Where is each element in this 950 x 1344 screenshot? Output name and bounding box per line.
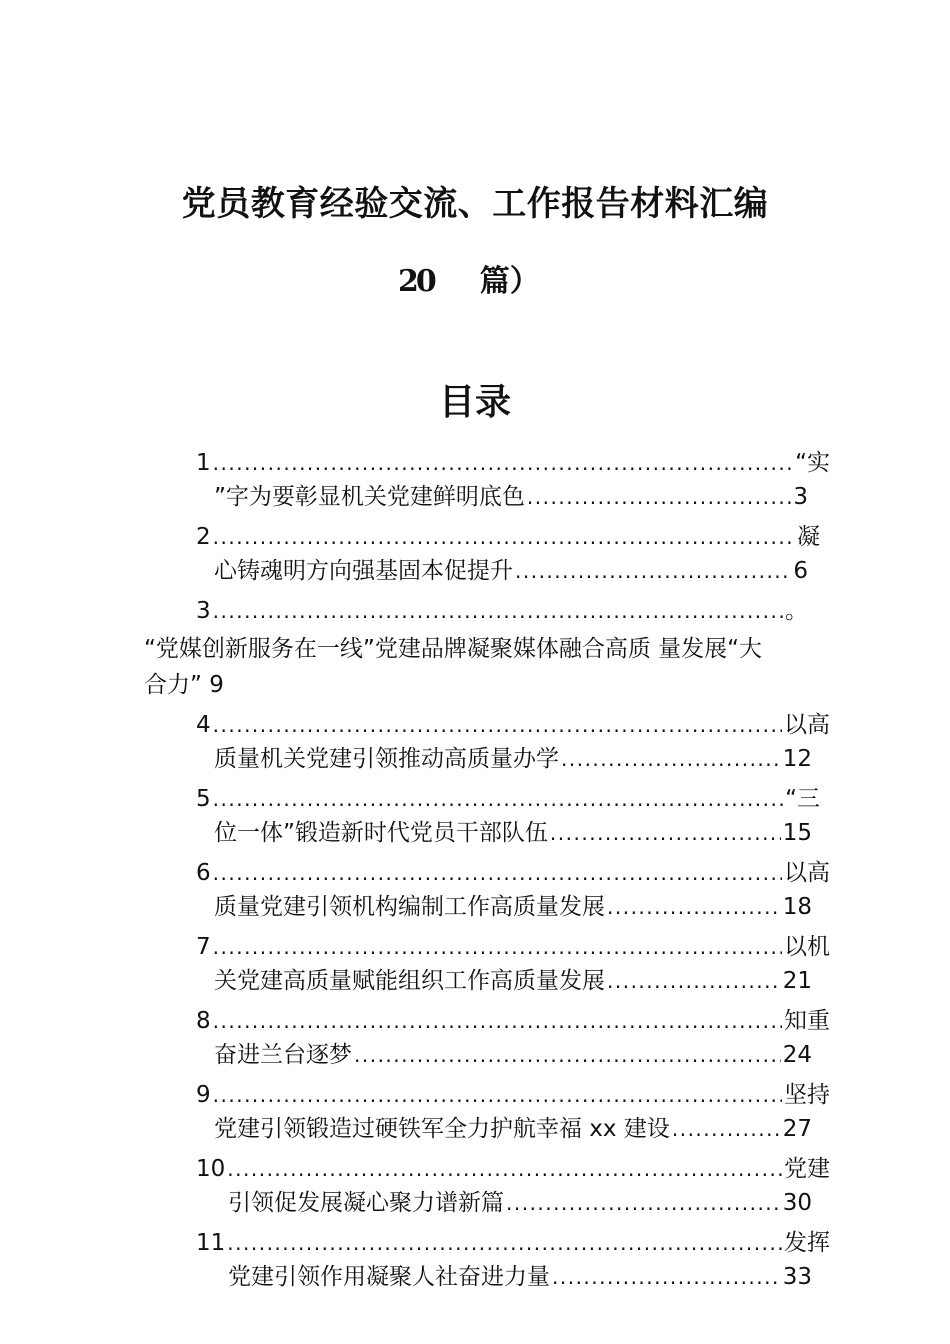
dot-leader	[527, 480, 791, 514]
dot-leader	[227, 1226, 782, 1260]
toc-entry-1-line2[interactable]	[214, 480, 808, 514]
toc-entry-text: 党建引领作用凝聚人社奋进力量	[228, 1264, 550, 1290]
toc-entry-page: 18	[782, 894, 812, 920]
toc-entry-4-line1[interactable]	[196, 708, 830, 742]
toc-entry-text: 奋进兰台逐梦	[214, 1042, 352, 1068]
toc-entry-7-line1[interactable]	[196, 930, 830, 964]
toc-entry-lead: 党建	[784, 1156, 830, 1182]
toc-entry-9-line2[interactable]	[214, 1112, 812, 1146]
dot-leader	[213, 930, 782, 964]
toc-entry-5-line2[interactable]	[214, 816, 812, 850]
dot-leader	[672, 1112, 781, 1146]
toc-entry-3-line3[interactable]: 合力” 9	[144, 672, 224, 698]
toc-entry-lead: “三	[785, 786, 820, 812]
dot-leader	[213, 594, 783, 628]
toc-entry-10-line1[interactable]	[196, 1152, 830, 1186]
dot-leader	[607, 890, 781, 924]
toc-entry-4-line2[interactable]	[214, 742, 812, 776]
toc-entry-11-line1[interactable]	[196, 1226, 830, 1260]
toc-entry-8-line1[interactable]	[196, 1004, 830, 1038]
toc-entry-lead: 以高	[784, 860, 830, 886]
toc-entry-lead: 发挥	[784, 1230, 830, 1256]
toc-entry-text: ”字为要彰显机关党建鲜明底色	[214, 484, 525, 510]
toc-entry-page: 6	[793, 558, 808, 584]
dot-leader	[506, 1186, 781, 1220]
toc-entry-2-line1[interactable]	[196, 520, 820, 554]
toc-entry-lead: “实	[795, 450, 830, 476]
toc-entry-page: 3	[793, 484, 808, 510]
toc-entry-number: 9	[196, 1082, 211, 1108]
toc-entry-page: 30	[782, 1190, 812, 1216]
subtitle-count: 20	[398, 264, 434, 299]
toc-entry-text: 心铸魂明方向强基固本促提升	[214, 558, 513, 584]
dot-leader	[213, 446, 793, 480]
dot-leader	[213, 782, 783, 816]
toc-entry-lead: 知重	[784, 1008, 830, 1034]
toc-entry-10-line2[interactable]	[228, 1186, 812, 1220]
toc-entry-9-line1[interactable]	[196, 1078, 830, 1112]
toc-entry-page: 21	[782, 968, 812, 994]
toc-entry-text: 位一体”锻造新时代党员干部队伍	[214, 820, 548, 846]
dot-leader	[213, 856, 782, 890]
toc-entry-lead: 凝	[797, 524, 820, 550]
toc-entry-2-line2[interactable]	[214, 554, 808, 588]
toc-entry-number: 8	[196, 1008, 211, 1034]
toc-entry-number: 10	[196, 1156, 226, 1182]
toc-entry-lead: 。	[785, 598, 808, 624]
dot-leader	[552, 1260, 781, 1294]
toc-entry-6-line1[interactable]	[196, 856, 830, 890]
toc-entry-7-line2[interactable]	[214, 964, 812, 998]
toc-entry-number: 1	[196, 450, 211, 476]
toc-entry-number: 2	[196, 524, 211, 550]
dot-leader	[213, 1004, 782, 1038]
toc-entry-lead: 以机	[784, 934, 830, 960]
toc-entry-number: 11	[196, 1230, 226, 1256]
toc-entry-page: 15	[782, 820, 812, 846]
toc-entry-11-line2[interactable]	[228, 1260, 812, 1294]
toc-entry-text: 引领促发展凝心聚力谱新篇	[228, 1190, 504, 1216]
toc-entry-text: 关党建高质量赋能组织工作高质量发展	[214, 968, 605, 994]
toc-heading: 目录	[438, 381, 511, 423]
dot-leader	[550, 816, 781, 850]
dot-leader	[354, 1038, 781, 1072]
toc-entry-lead: 以高	[784, 712, 830, 738]
toc-entry-page: 12	[782, 746, 812, 772]
toc-entry-text: 质量机关党建引领推动高质量办学	[214, 746, 559, 772]
toc-entry-number: 7	[196, 934, 211, 960]
toc-entry-lead: 坚持	[784, 1082, 830, 1108]
dot-leader	[213, 520, 795, 554]
document-subtitle	[398, 256, 540, 300]
toc-entry-8-line2[interactable]	[214, 1038, 812, 1072]
toc-entry-3-line2[interactable]: “党媒创新服务在一线”党建品牌凝聚媒体融合高质 量发展“大	[144, 636, 763, 662]
toc-entry-page: 33	[782, 1264, 812, 1290]
toc-entry-number: 5	[196, 786, 211, 812]
toc-entry-number: 3	[196, 598, 211, 624]
dot-leader	[213, 708, 782, 742]
toc-entry-page: 24	[782, 1042, 812, 1068]
toc-entry-number: 6	[196, 860, 211, 886]
toc-entry-5-line1[interactable]	[196, 782, 820, 816]
toc-entry-number: 4	[196, 712, 211, 738]
dot-leader	[213, 1078, 782, 1112]
toc-entry-6-line2[interactable]	[214, 890, 812, 924]
dot-leader	[227, 1152, 782, 1186]
toc-entry-text: 质量党建引领机构编制工作高质量发展	[214, 894, 605, 920]
dot-leader	[561, 742, 781, 776]
dot-leader	[515, 554, 791, 588]
toc-entry-3-line1[interactable]	[196, 594, 808, 628]
toc-entry-1-line1[interactable]	[196, 446, 830, 480]
toc-entry-text: 党建引领锻造过硬铁军全力护航幸福 xx 建设	[214, 1116, 670, 1142]
toc-entry-page: 27	[782, 1116, 812, 1142]
subtitle-text: 篇）	[479, 264, 540, 299]
dot-leader	[607, 964, 781, 998]
document-title: 党员教育经验交流、工作报告材料汇编	[181, 184, 769, 224]
